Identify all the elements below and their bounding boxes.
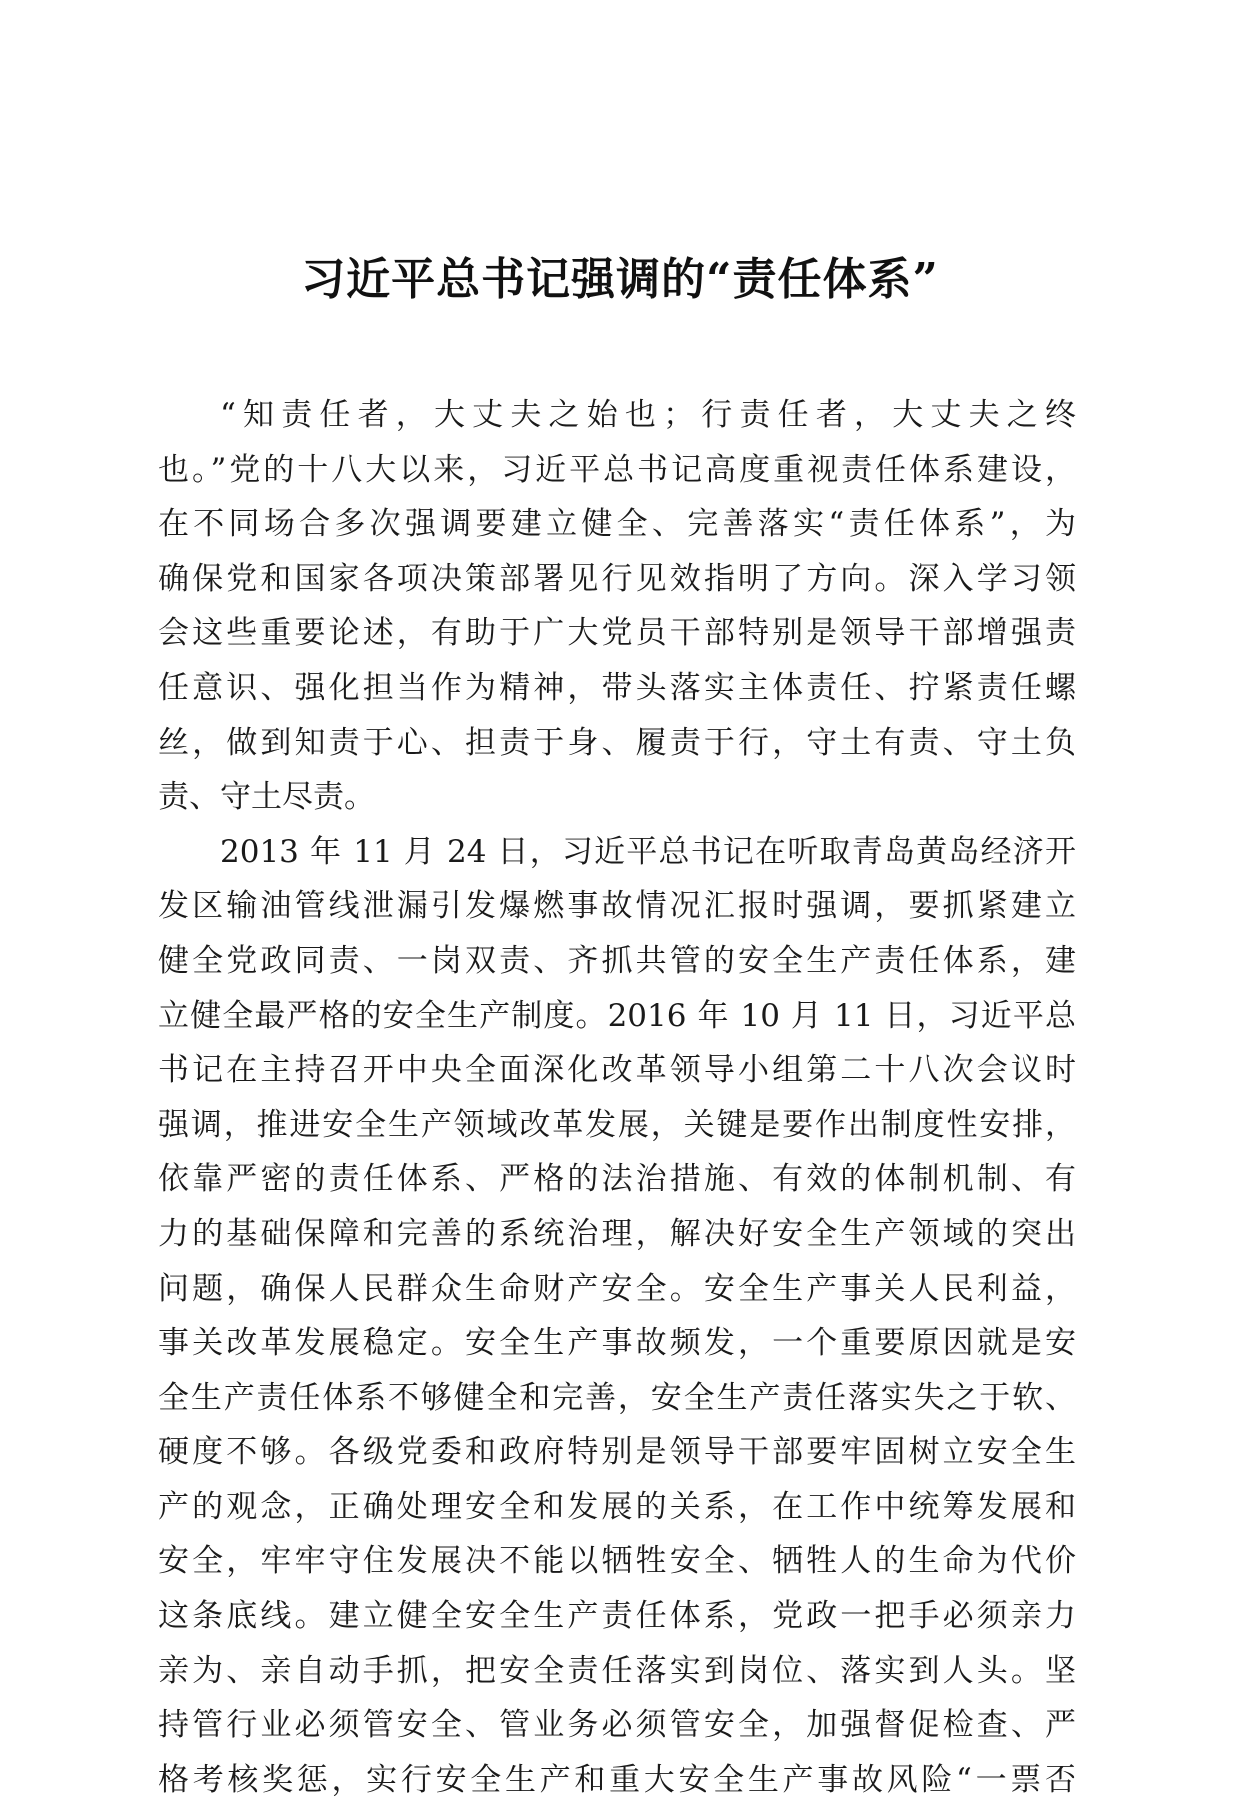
text-line: 丝，做到知责于心、担责于身、履责于行，守土有责、守土负: [158, 724, 1076, 761]
text-line: 安全，牢牢守住发展决不能以牺牲安全、牺牲人的生命为代价: [158, 1543, 1076, 1580]
text-line: 会这些重要论述，有助于广大党员干部特别是领导干部增强责: [158, 615, 1076, 652]
text-line: 发区输油管线泄漏引发爆燃事故情况汇报时强调，要抓紧建立: [158, 888, 1076, 925]
text-line: 在不同场合多次强调要建立健全、完善落实“责任体系”，为: [158, 506, 1076, 543]
text-line: 依靠严密的责任体系、严格的法治措施、有效的体制机制、有: [158, 1161, 1076, 1198]
text-line: 责、守土尽责。: [158, 779, 375, 816]
text-line: 任意识、强化担当作为精神，带头落实主体责任、拧紧责任螺: [158, 669, 1076, 706]
text-line: 事关改革发展稳定。安全生产事故频发，一个重要原因就是安: [158, 1325, 1076, 1362]
text-line: 硬度不够。各级党委和政府特别是领导干部要牢固树立安全生: [158, 1434, 1076, 1471]
text-line: 产的观念，正确处理安全和发展的关系，在工作中统筹发展和: [158, 1488, 1076, 1525]
text-line: 也。”党的十八大以来，习近平总书记高度重视责任体系建设，: [158, 451, 1076, 488]
text-line: 确保党和国家各项决策部署见行见效指明了方向。深入学习领: [158, 560, 1076, 597]
text-line: 全生产责任体系不够健全和完善，安全生产责任落实失之于软、: [158, 1379, 1076, 1416]
text-line: 2013 年 11 月 24 日，习近平总书记在听取青岛黄岛经济开: [220, 833, 1076, 870]
text-line: 格考核奖惩，实行安全生产和重大安全生产事故风险“一票否: [158, 1761, 1076, 1798]
text-line: 问题，确保人民群众生命财产安全。安全生产事关人民利益，: [158, 1270, 1076, 1307]
text-line: 亲为、亲自动手抓，把安全责任落实到岗位、落实到人头。坚: [158, 1652, 1076, 1689]
text-line: 这条底线。建立健全安全生产责任体系，党政一把手必须亲力: [158, 1598, 1076, 1635]
text-line: 书记在主持召开中央全面深化改革领导小组第二十八次会议时: [158, 1052, 1076, 1089]
text-line: 立健全最严格的安全生产制度。2016 年 10 月 11 日，习近平总: [158, 997, 1076, 1034]
text-line: “知责任者，大丈夫之始也；行责任者，大丈夫之终: [220, 397, 1076, 433]
text-line: 持管行业必须管安全、管业务必须管安全，加强督促检查、严: [158, 1707, 1076, 1744]
text-line: 健全党政同责、一岗双责、齐抓共管的安全生产责任体系，建: [158, 942, 1076, 979]
document-title: 习近平总书记强调的“责任体系”: [301, 254, 939, 305]
text-line: 力的基础保障和完善的系统治理，解决好安全生产领域的突出: [158, 1215, 1076, 1252]
text-line: 强调，推进安全生产领域改革发展，关键是要作出制度性安排，: [158, 1106, 1076, 1143]
document-body: [158, 388, 1076, 1807]
